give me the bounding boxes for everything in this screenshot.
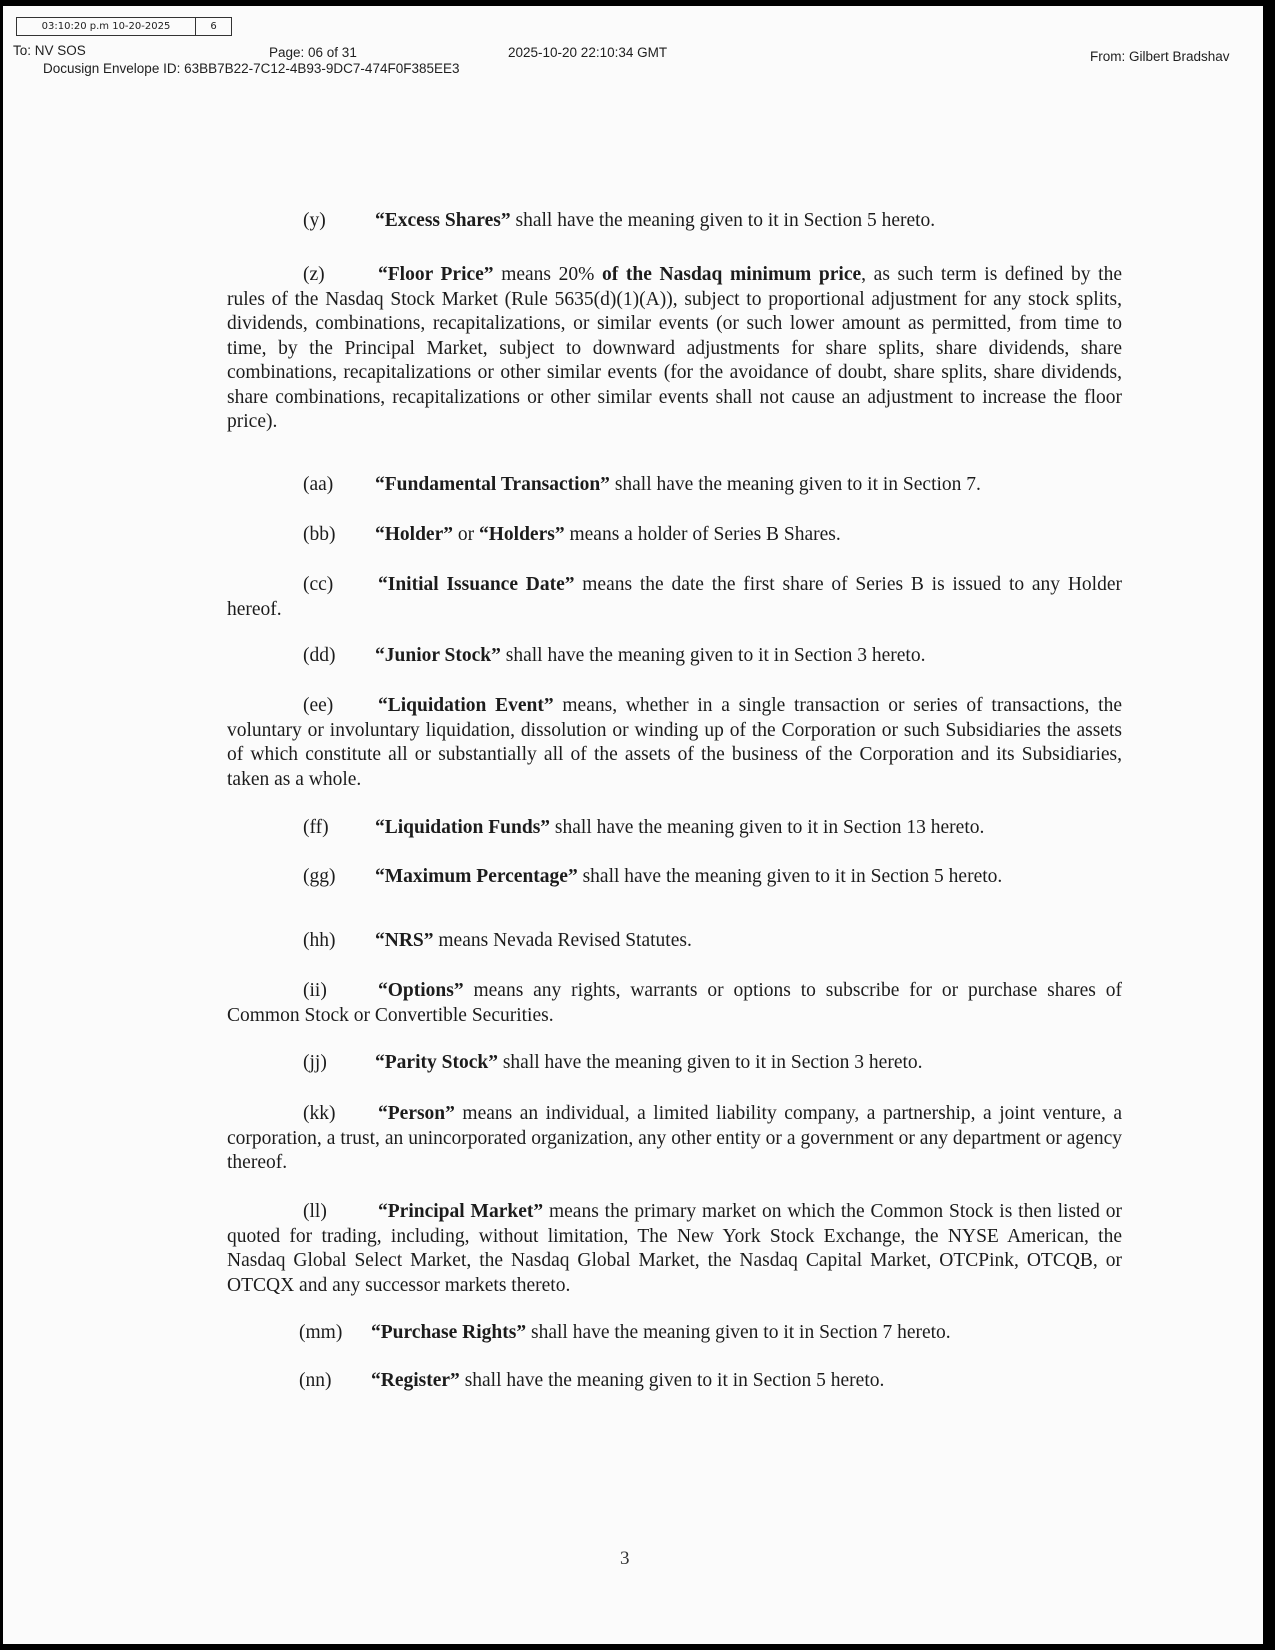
definition-label: (y)	[303, 210, 326, 231]
definition-item	[303, 209, 1198, 234]
definition-emphasis: of the Nasdaq minimum price	[602, 264, 862, 285]
definition-text: shall have the meaning given to it in Section 3 hereto.	[500, 645, 926, 666]
definition-label: (ii)	[303, 980, 327, 1001]
definition-text: shall have the meaning given to it in Section 5 hereto.	[459, 1370, 885, 1391]
definition-item	[227, 979, 1122, 1028]
definition-label: (aa)	[303, 474, 334, 495]
definition-label: (jj)	[303, 1052, 327, 1073]
definition-text: means the primary market on which the Common Stock is then listed or quoted for trading, including, without limitation, The New York Stock Exchange, the NYSE American, the Nasdaq Global Select Market, the Nasdaq Global Market, the Nasdaq Capital Market, OTCPink, OTCQB, or OTCQX and any successor markets thereto.	[227, 1201, 1122, 1296]
fax-to: To: NV SOS	[13, 43, 86, 58]
fax-stamp-box	[16, 17, 232, 36]
definition-term: “Holder”	[375, 524, 453, 545]
definition-item	[303, 523, 1198, 548]
definition-label: (z)	[303, 264, 325, 285]
definition-text: means, whether in a single transaction or series of transactions, the voluntary or involuntary liquidation, dissolution or winding up of the Corporation or such Subsidiaries the assets of which constitute all or substantially all of the assets of the business of the Corporation and its Subsidiaries, taken as a whole.	[227, 695, 1123, 790]
fax-sent-time: 2025-10-20 22:10:34 GMT	[508, 45, 668, 60]
definition-item	[227, 694, 1122, 792]
definition-text: shall have the meaning given to it in Section 5 hereto.	[510, 210, 936, 231]
definition-item	[299, 1321, 1194, 1346]
definition-term: “Options”	[378, 980, 464, 1001]
definition-item	[303, 865, 1198, 890]
definition-item	[303, 473, 1198, 498]
definition-term: “Initial Issuance Date”	[378, 574, 575, 595]
definition-term: “Register”	[371, 1370, 460, 1391]
definition-term: “Principal Market”	[378, 1201, 544, 1222]
definition-term: “Fundamental Transaction”	[375, 474, 610, 495]
definition-item	[227, 263, 1122, 435]
definition-label: (nn)	[299, 1370, 332, 1391]
definition-label: (cc)	[303, 574, 334, 595]
definition-text: shall have the meaning given to it in Section 5 hereto.	[577, 866, 1003, 887]
definition-term: “Holders”	[479, 524, 565, 545]
definition-text: shall have the meaning given to it in Section 13 hereto.	[550, 817, 985, 838]
definition-term: “Liquidation Funds”	[375, 817, 551, 838]
definition-text: shall have the meaning given to it in Section 3 hereto.	[497, 1052, 923, 1073]
definition-label: (gg)	[303, 866, 336, 887]
definition-text: means any rights, warrants or options to subscribe for or purchase shares of Common Stock or Convertible Securities.	[227, 980, 1122, 1026]
definition-term: “Purchase Rights”	[371, 1322, 527, 1343]
definition-label: (mm)	[299, 1322, 343, 1343]
definition-text: shall have the meaning given to it in Section 7.	[609, 474, 981, 495]
definition-item	[303, 929, 1198, 954]
definition-term: “Person”	[378, 1103, 455, 1124]
definition-term: “Maximum Percentage”	[375, 866, 578, 887]
definition-label: (kk)	[303, 1103, 336, 1124]
definition-item	[227, 1102, 1122, 1176]
document-page	[3, 6, 1263, 1644]
definition-item	[303, 1051, 1198, 1076]
fax-page: Page: 06 of 31	[269, 45, 357, 60]
definition-term: “Parity Stock”	[375, 1052, 498, 1073]
fax-page-count: 6	[210, 21, 217, 32]
definition-term: “Junior Stock”	[375, 645, 501, 666]
docusign-envelope-id: Docusign Envelope ID: 63BB7B22-7C12-4B93-9DC7-474F0F385EE3	[43, 61, 460, 76]
definition-text: means 20%	[493, 264, 603, 285]
fax-timestamp: 03:10:20 p.m 10-20-2025	[17, 18, 196, 35]
definition-label: (dd)	[303, 645, 336, 666]
definition-text: means an individual, a limited liability company, a partnership, a joint venture, a corporation, a trust, an unincorporated organization, any other entity or a government or any department or agency thereof.	[227, 1103, 1122, 1173]
definition-text: means the date the first share of Series B is issued to any Holder hereof.	[227, 574, 1122, 620]
definition-item	[227, 1200, 1122, 1298]
definition-label: (ll)	[303, 1201, 327, 1222]
definition-label: (ee)	[303, 695, 334, 716]
definition-label: (ff)	[303, 817, 329, 838]
definition-item	[227, 573, 1122, 622]
definition-item	[299, 1369, 1194, 1394]
definition-term: “Liquidation Event”	[378, 695, 554, 716]
definition-label: (hh)	[303, 930, 336, 951]
definition-text: , as such term is defined by the rules of the Nasdaq Stock Market (Rule 5635(d)(1)(A)), subject to proportional adjustment for any stock splits, dividends, combinations, recapitalizations, or similar events (or such lower amount as permitted, from time to time, by the Principal Market, subject to downward adjustments for share splits, share dividends, share combinations, recapitalizations or other similar events (for the avoidance of doubt, share splits, share dividends, share combinations, recapitalizations or other similar events shall not cause an adjustment to increase the floor price).	[227, 264, 1122, 432]
definition-term: “Floor Price”	[378, 264, 494, 285]
fax-from: From: Gilbert Bradshav	[1090, 49, 1230, 64]
definition-text: shall have the meaning given to it in Section 7 hereto.	[526, 1322, 951, 1343]
page-number: 3	[620, 1548, 630, 1569]
definition-item	[303, 816, 1198, 841]
definition-term: “NRS”	[375, 930, 434, 951]
definition-text: means Nevada Revised Statutes.	[433, 930, 692, 951]
definition-item	[303, 644, 1198, 669]
definition-text: means a holder of Series B Shares.	[564, 524, 841, 545]
definition-text: or	[453, 524, 479, 545]
definition-term: “Excess Shares”	[375, 210, 511, 231]
definition-label: (bb)	[303, 524, 336, 545]
